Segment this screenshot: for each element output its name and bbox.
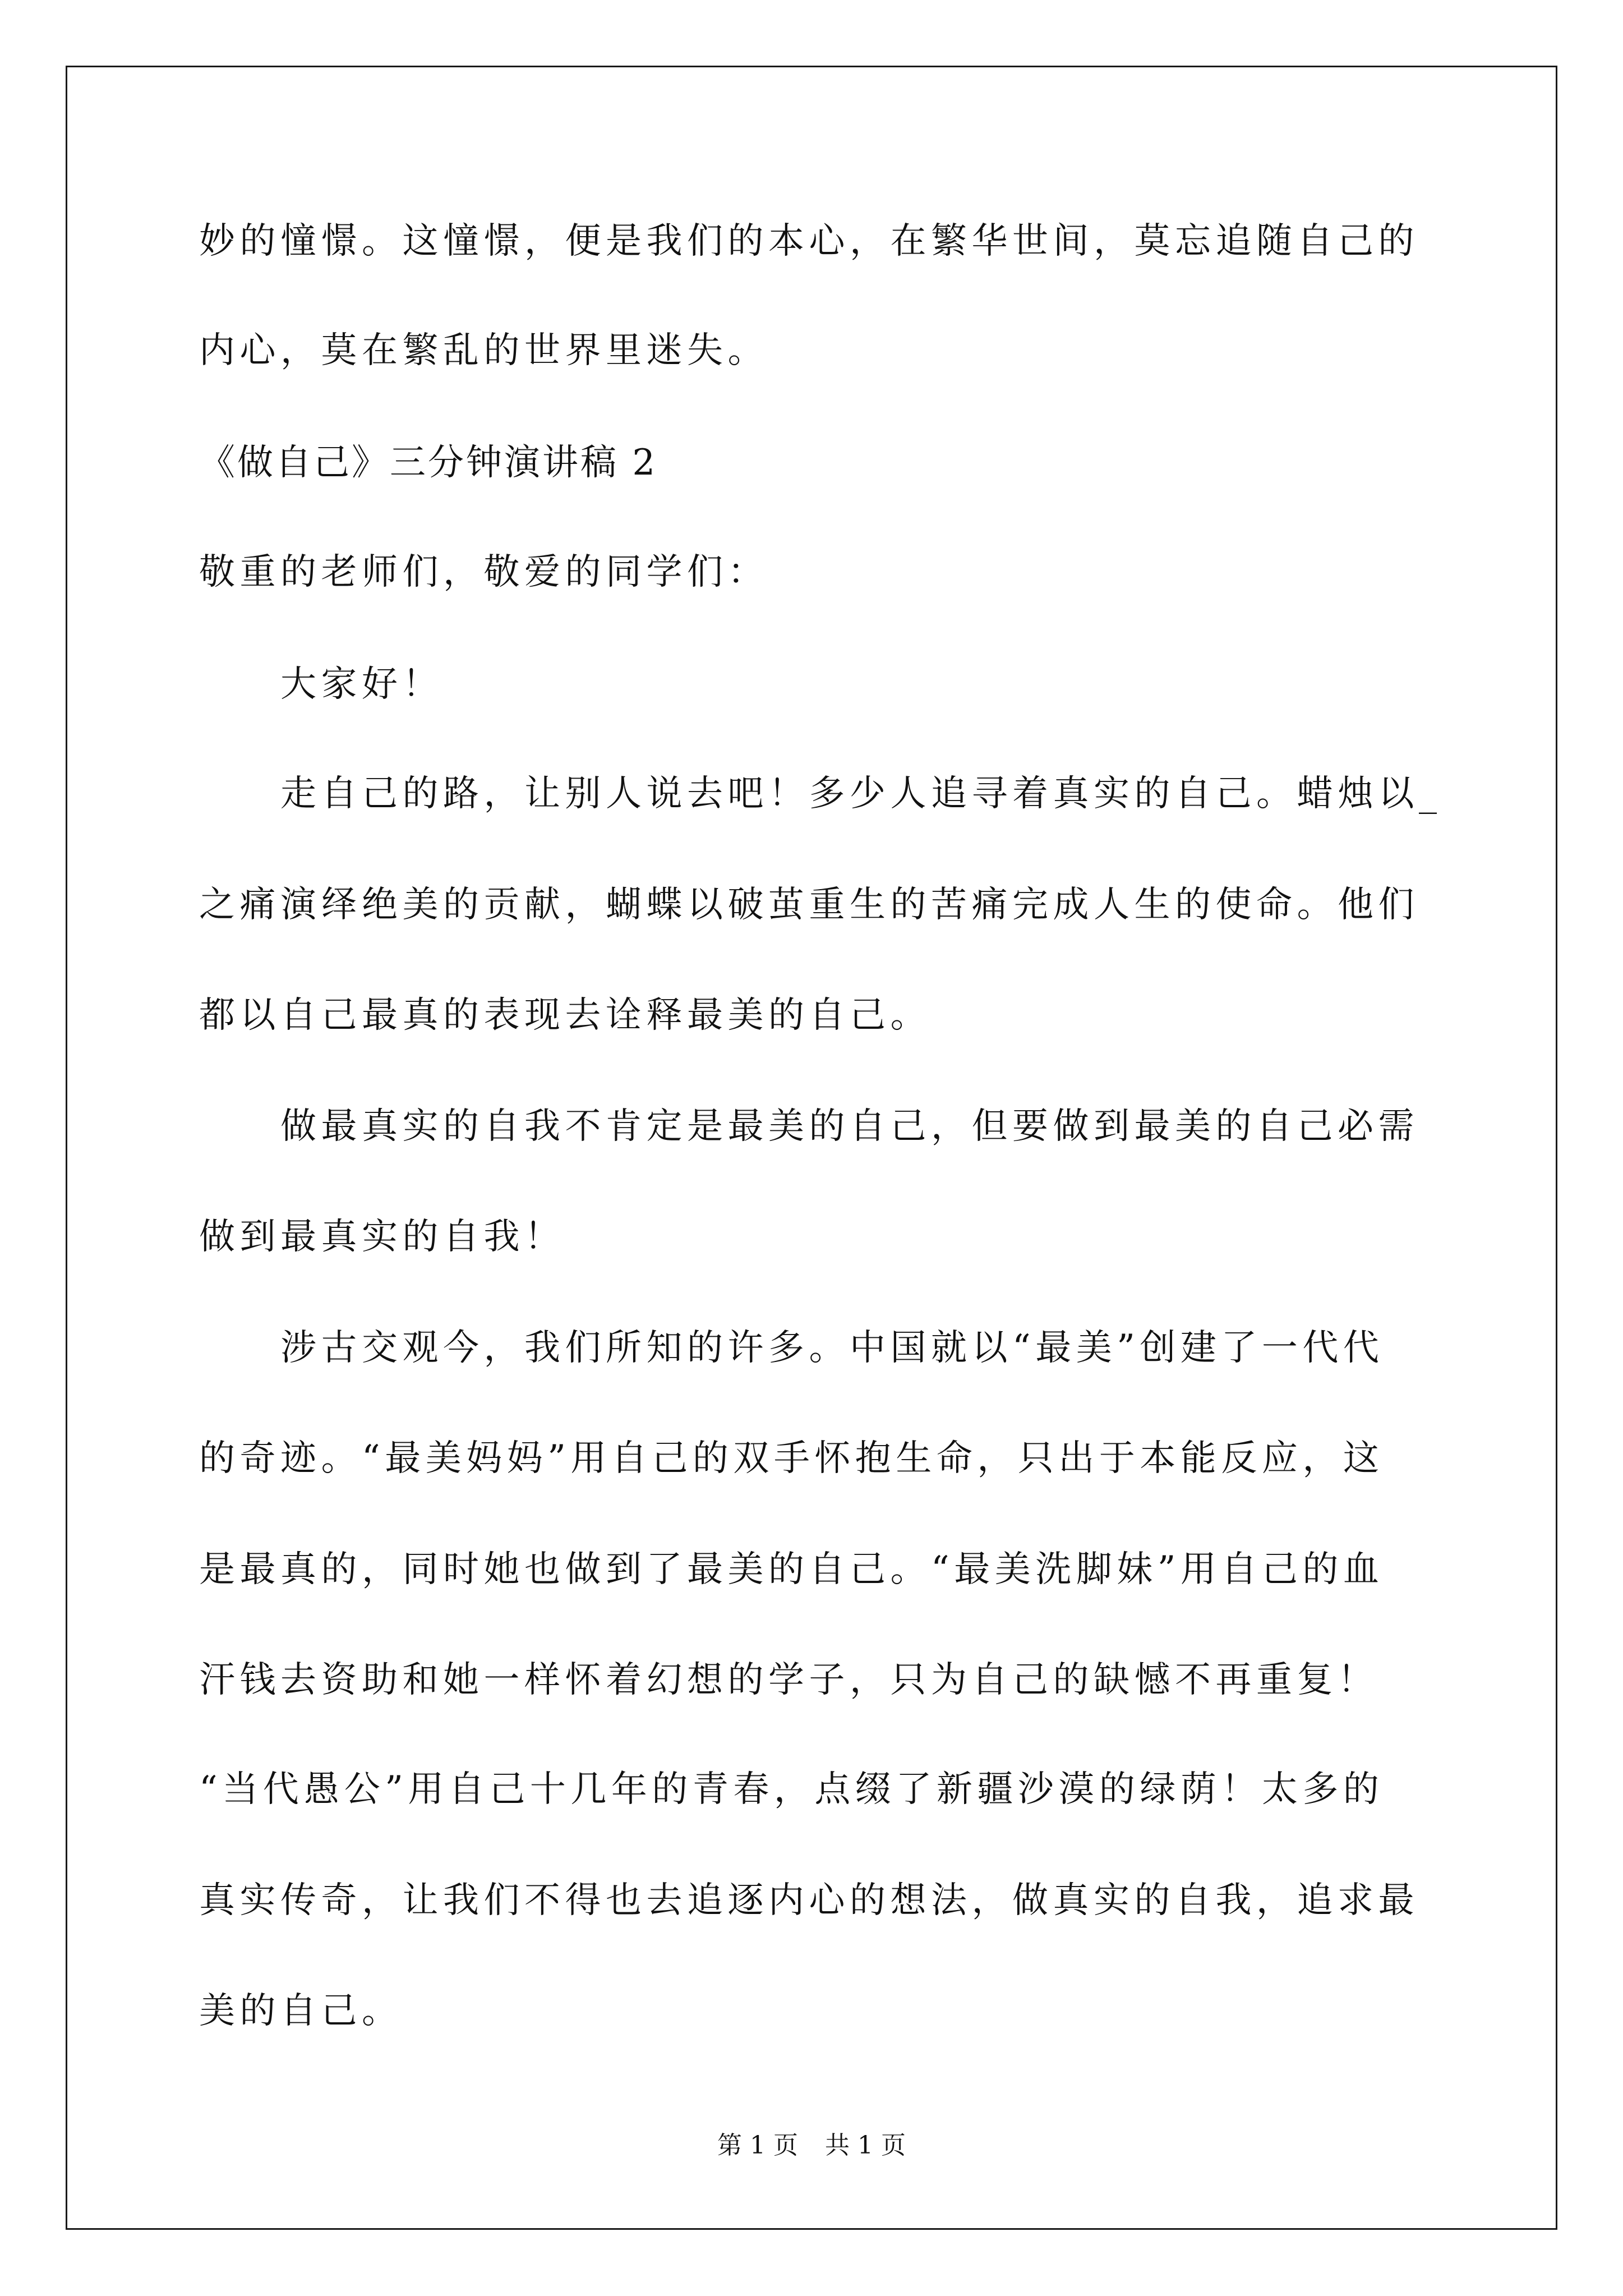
text-line: 内心，莫在繁乱的世界里迷失。 — [199, 330, 768, 371]
text-line: 涉古交观今，我们所知的许多。中国就以“最美”创建了一代代 — [280, 1327, 1384, 1369]
text-line: 之痛演绎绝美的贡献，蝴蝶以破茧重生的苦痛完成人生的使命。他们 — [199, 884, 1419, 926]
text-line: “当代愚公”用自己十几年的青春，点缀了新疆沙漠的绿荫！太多的 — [199, 1769, 1384, 1810]
text-line: 做最真实的自我不肯定是最美的自己，但要做到最美的自己必需 — [280, 1106, 1419, 1147]
text-line: 是最真的，同时她也做到了最美的自己。“最美洗脚妹”用自己的血 — [199, 1549, 1384, 1590]
text-line: 美的自己。 — [199, 1990, 403, 2032]
text-line: 都以自己最真的表现去诠释最美的自己。 — [199, 995, 931, 1036]
text-line: 汗钱去资助和她一样怀着幻想的学子，只为自己的缺憾不再重复！ — [199, 1659, 1378, 1701]
page-footer — [0, 2129, 1623, 2162]
salutation: 敬重的老师们，敬爱的同学们： — [199, 551, 768, 593]
greeting: 大家好！ — [280, 664, 443, 705]
text-line: 真实传奇，让我们不得也去追逐内心的想法，做真实的自我，追求最 — [199, 1880, 1419, 1921]
text-line: 妙的憧憬。这憧憬，便是我们的本心，在繁华世间，莫忘追随自己的 — [199, 220, 1419, 262]
text-line: 走自己的路，让别人说去吧！多少人追寻着真实的自己。蜡烛以_ — [280, 773, 1442, 815]
page-number: 第 1 页 — [717, 2131, 798, 2160]
page-total: 共 1 页 — [825, 2131, 906, 2160]
text-line: 的奇迹。“最美妈妈”用自己的双手怀抱生命，只出于本能反应，这 — [199, 1438, 1384, 1479]
section-heading: 《做自己》三分钟演讲稿 2 — [199, 442, 658, 484]
text-line: 做到最真实的自我！ — [199, 1216, 565, 1258]
